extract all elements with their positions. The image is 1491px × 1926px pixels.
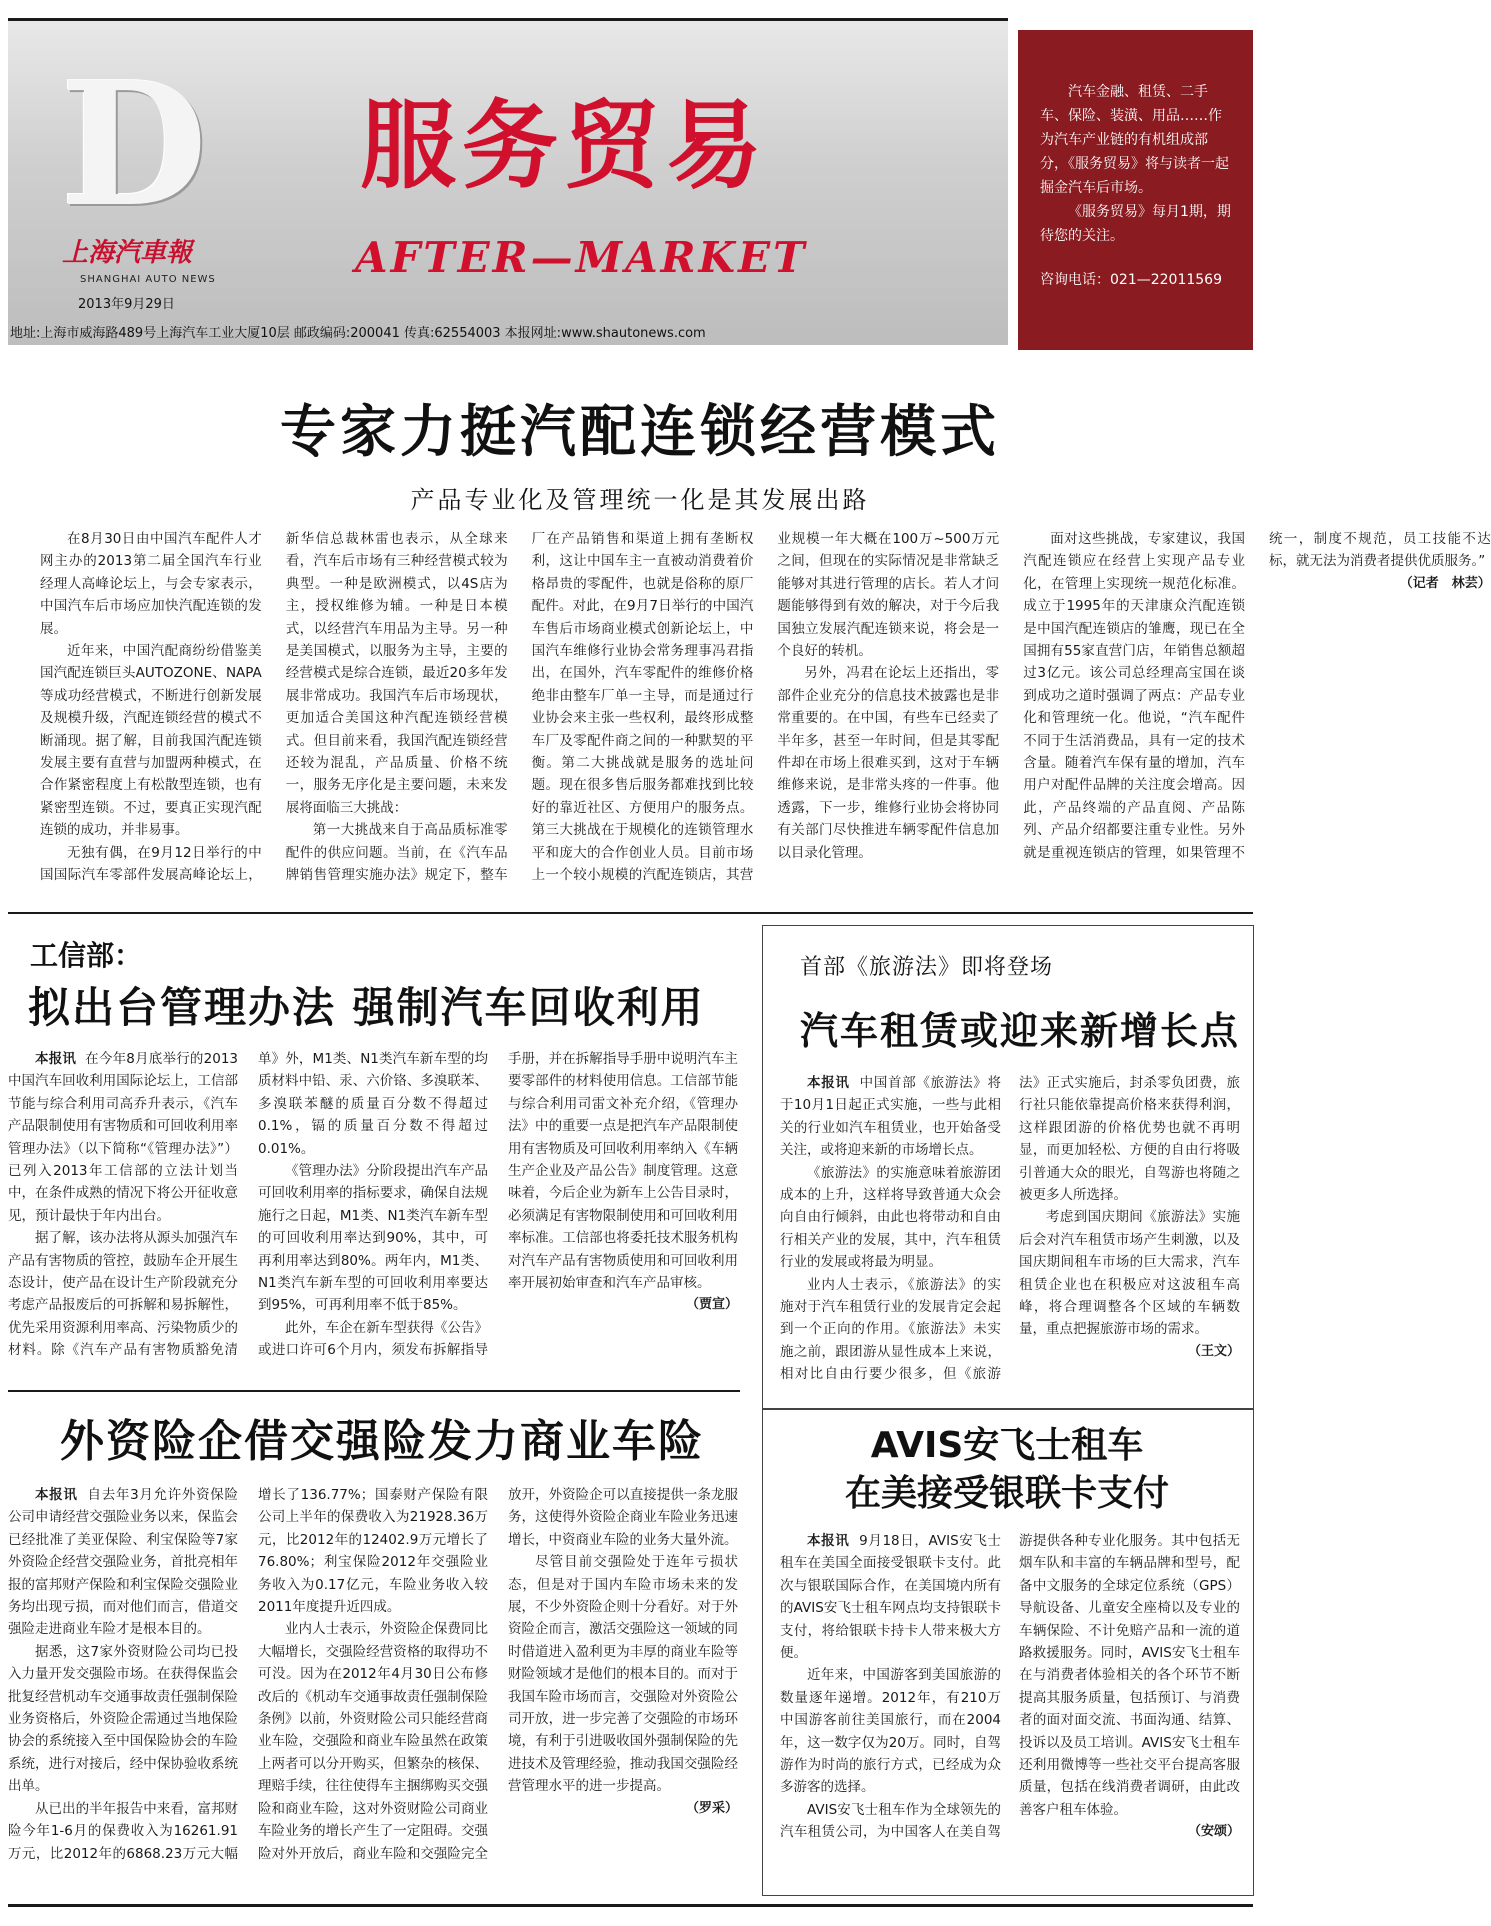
lead-para: 第一大挑战来自于高品质标准零配件的供应问题。当前，在《汽车品牌销售管理实施办法》规定下，整车厂在产品销售和渠道上拥有垄断权利，这让中国车主一直被动消费着价格昂贵的零配件，也就是俗称的原厂配件。对此，在9月7日举行的中国汽车售后市场商业模式创新论坛上，中国汽车维修行业协会常务理事冯君指出，在国外，汽车零配件的维修价格绝非由整车厂单一主导，而是通过行业协会来主张一些权利，最终形成整车厂及零配件商之间的一种默契的平衡。第二大挑战就是服务的选址问题。现在很多售后服务都难找到比较好的靠近社区、方便用户的服务点。第三大挑战在于规模化的连锁管理水平和庞大的合作创业人员。目前市场上一个较小规模的汽配连锁店，其营业规模一年大概在100万~500万元之间，但现在的实际情况是非常缺乏能够对其进行管理的店长。若人才问题能够得到有效的解决，对于今后我国独立发展汽配连锁来说，将会是一个良好的转机。 bbox=[285, 531, 1000, 884]
miit-para: 据了解，该办法将从源头加强汽车产品有害物质的管控，鼓励车企开展生态设计，使产品在设计生产阶段就充分考虑产品报废后的可拆解和易拆解性，优先采用资源利用率高、污染物质少的材料。除《汽车产品有害物质豁免清单》外，M1类、N1类汽车新车型的均质材料中铅、汞、六价铬、多溴联苯、多溴联苯醚的质量百分数不得超过0.1%，镉的质量百分数不得超过0.01%。 bbox=[8, 1051, 488, 1359]
insurance-lead-tag: 本报讯 bbox=[35, 1487, 78, 1503]
insurance-byline: （罗采） bbox=[685, 1800, 738, 1816]
lead-byline: （记者 林芸） bbox=[1399, 575, 1491, 591]
tourism-para: 《旅游法》的实施意味着旅游团成本的上升，这样将导致普通大众会向自由行倾斜，由此也将带动和自由行相关产业的发展，其中，汽车租赁行业的发展或将最为明显。 bbox=[780, 1164, 1001, 1271]
newspaper-logo: 上海汽車報 bbox=[62, 238, 193, 268]
avis-headline-line2: 在美接受银联卡支付 bbox=[844, 1473, 1169, 1514]
lead-para: 另外，冯君在论坛上还指出，零部件企业充分的信息技术披露也是非常重要的。在中国，有些车已经卖了半年多，甚至一年时间，但是其零配件却在市场上很难买到，这对于车辆维修来说，是非常头疼的一件事。他透露，下一步，维修行业协会将协同有关部门尽快推进车辆零配件信息加以目录化管理。 bbox=[777, 665, 1000, 861]
promo-box bbox=[1018, 30, 1253, 350]
tourism-kicker: 首部《旅游法》即将登场 bbox=[800, 955, 1054, 980]
avis-byline: （安颂） bbox=[1187, 1824, 1240, 1840]
lead-subhead: 产品专业化及管理统一化是其发展出路 bbox=[410, 486, 870, 514]
miit-para: 此外，车企在新车型获得《公告》或进口许可6个月内，须发布拆解指导手册，并在拆解指导手册中说明汽车主要零部件的材料使用信息。工信部节能与综合利用司雷文补充介绍，《管理办法》中的重要一点是把汽车产品限制使用有害物质及可回收利用率纳入《车辆生产企业及产品公告》制度管理。这意味着，今后企业为新车上公告目录时，必须满足有害物限制使用和可回收利用率标准。工信部也将委托技术服务机构对汽车产品有害物质使用和可回收利用率开展初始审查和汽车产品审核。 bbox=[258, 1051, 738, 1359]
avis-para: 近年来，中国游客到美国旅游的数量逐年递增。2012年，有210万中国游客前往美国旅行，而在2004年，这一数字仅为20万。同时，自驾游作为时尚的旅行方式，已经成为众多游客的选择。 bbox=[780, 1667, 1001, 1796]
insurance-para: 业内人士表示，外资险企保费同比大幅增长，交强险经营资格的取得功不可没。因为在2012年4月30日公布修改后的《机动车交通事故责任强制保险条例》以前，外资财险公司只能经营商业车险，交强险和商业车险虽然在政策上两者可以分开购买，但繁杂的核保、理赔手续，往往使得车主捆绑购买交强险和商业车险，这对外资财险公司商业车险业务的增长产生了一定阻碍。交强险对外开放后，商业车险和交强险完全放开，外资险企可以直接提供一条龙服务，这使得外资险企商业车险业务迅速增长，中资商业车险的业务大量外流。 bbox=[258, 1487, 738, 1862]
miit-byline: （贾宣） bbox=[685, 1297, 738, 1313]
tourism-article bbox=[780, 1072, 1240, 1400]
lead-para: 近年来，中国汽配商纷纷借鉴美国汽配连锁巨头AUTOZONE、NAPA等成功经营模式，不断进行创新发展及规模升级，汽配连锁经营的模式不断涌现。据了解，目前我国汽配连锁发展主要有直营与加盟两种模式，在合作紧密程度上有松散型连锁，也有紧密型连锁。不过，要真正实现汽配连锁的成功，并非易事。 bbox=[40, 643, 262, 839]
tourism-headline: 汽车租赁或迎来新增长点 bbox=[800, 1009, 1241, 1053]
page-bottom-rule bbox=[8, 1904, 1253, 1907]
miit-para: 《管理办法》分阶段提出汽车产品可回收利用率的指标要求，确保自法规施行之日起，M1类、N1类汽车新车型的可回收利用率达到90%，其中，可再利用率达到80%。两年内，M1类、N1类汽车新车型的可回收利用率要达到95%，可再利用率不低于85%。 bbox=[258, 1163, 488, 1314]
tourism-lead-tag: 本报讯 bbox=[807, 1075, 850, 1091]
lead-para: 在8月30日由中国汽车配件人才网主办的2013第二届全国汽车行业经理人高峰论坛上，与会专家表示，中国汽车后市场应加快汽配连锁的发展。 bbox=[40, 531, 262, 637]
tourism-para: 中国首部《旅游法》将于10月1日起正式实施，一些与此相关的行业如汽车租赁业，也开始备受关注，或将迎来新的市场增长点。 bbox=[780, 1075, 1001, 1159]
insurance-para: 据悉，这7家外资财险公司均已投入力量开发交强险市场。在获得保监会批复经营机动车交通事故责任强制保险业务资格后，外资险企需通过当地保险协会的系统接入至中国保险协会的车险系统，进行对接后，经中保协验收系统出单。 bbox=[8, 1643, 238, 1795]
address-line: 地址:上海市威海路489号上海汽车工业大厦10层 邮政编码:200041 传真:62554003 本报网址:www.shautonews.com bbox=[10, 326, 706, 341]
avis-para: 9月18日，AVIS安飞士租车在美国全面接受银联卡支付。此次与银联国际合作，在美国境内所有的AVIS安飞士租车网点均支持银联卡支付，将给银联卡持卡人带来极大方便。 bbox=[780, 1533, 1001, 1662]
section-title-en: AFTER—MARKET bbox=[355, 233, 808, 282]
insurance-headline: 外资险企借交强险发力商业车险 bbox=[60, 1416, 704, 1467]
lead-headline: 专家力挺汽配连锁经营模式 bbox=[280, 400, 1000, 465]
section-title-cn: 服务贸易 bbox=[360, 89, 768, 202]
promo-note: 《服务贸易》每月1期，期待您的关注。 bbox=[1040, 204, 1231, 244]
section-divider bbox=[8, 1390, 740, 1392]
avis-para: AVIS安飞士租车作为全球领先的汽车租赁公司，为中国客人在美自驾游提供各种专业化服务。其中包括无烟车队和丰富的车辆品牌和型号，配备中文服务的全球定位系统（GPS）导航设备、儿童安全座椅以及专业的车辆保险、不计免赔产品和一流的道路救援服务。同时，AVIS安飞士租车在与消费者体验相关的各个环节不断提高其服务质量，包括预订、与消费者的面对面交流、书面沟通、结算、投诉以及员工培训。AVIS安飞士租车还利用微博等一些社交平台提高客服质量，包括在线消费者调研，由此改善客户租车体验。 bbox=[780, 1533, 1240, 1841]
avis-lead-tag: 本报讯 bbox=[807, 1533, 850, 1549]
masthead-top-rule bbox=[8, 18, 1008, 21]
lead-para: 无独有偶，在9月12日举行的中国国际汽车零部件发展高峰论坛上，新华信总裁林雷也表示，从全球来看，汽车后市场有三种经营模式较为典型。一种是欧洲模式，以4S店为主，授权维修为辅。一种是日本模式，以经营汽车用品为主导。另一种是美国模式，以服务为主导，主要的经营模式是综合连锁，最近20多年发展非常成功。我国汽车后市场现状，更加适合美国这种汽配连锁经营模式。但目前来看，我国汽配连锁经营还较为混乱，产品质量、价格不统一，服务无序化是主要问题，未来发展将面临三大挑战： bbox=[40, 531, 508, 884]
issue-date: 2013年9月29日 bbox=[78, 297, 175, 312]
avis-article bbox=[780, 1530, 1240, 1885]
promo-phone: 咨询电话：021—22011569 bbox=[1040, 272, 1222, 288]
avis-headline bbox=[762, 1422, 1252, 1518]
miit-para: 在今年8月底举行的2013中国汽车回收利用国际论坛上，工信部节能与综合利用司高乔升表示，《汽车产品限制使用有害物质和可回收利用率管理办法》（以下简称“《管理办法》”）已列入2013年工信部的立法计划当中，在条件成熟的情况下将公开征收意见，预计最快于年内出台。 bbox=[8, 1051, 238, 1224]
section-divider bbox=[8, 912, 1253, 914]
tourism-byline: （王文） bbox=[1187, 1343, 1240, 1359]
lead-article bbox=[40, 528, 1491, 908]
lead-para: 面对这些挑战，专家建议，我国汽配连锁应在经营上实现产品专业化，在管理上实现统一规范化标准。成立于1995年的天津康众汽配连锁是中国汽配连锁店的雏鹰，现已在全国拥有55家直营门店，年销售总额超过3亿元。该公司总经理高宝国在谈到成功之道时强调了两点：产品专业化和管理统一化。他说，“汽车配件不同于生活消费品，具有一定的技术含量。随着汽车保有量的增加，汽车用户对配件品牌的关注度会增高。因此，产品终端的产品直阅、产品陈列、产品介绍都要注重专业性。另外就是重视连锁店的管理，如果管理不统一，制度不规范，员工技能不达标，就无法为消费者提供优质服务。” bbox=[1023, 531, 1491, 861]
miit-article bbox=[8, 1048, 738, 1368]
miit-headline: 拟出台管理办法 强制汽车回收利用 bbox=[28, 983, 705, 1032]
insurance-para: 从已出的半年报告中来看，富邦财险今年1-6月的保费收入为16261.91万元，比2012年的6868.23万元大幅增长了136.77%；国泰财产保险有限公司上半年的保费收入为21928.36万元，比2012年的12402.9万元增长了76.80%；利宝保险2012年交强险业务收入为0.17亿元，车险业务收入较2011年度提升近四成。 bbox=[8, 1487, 488, 1862]
newspaper-logo-en: SHANGHAI AUTO NEWS bbox=[80, 274, 216, 285]
insurance-para: 尽管目前交强险处于连年亏损状态，但是对于国内车险市场未来的发展，不少外资险企则十分看好。对于外资险企而言，激活交强险这一领域的同时借道进入盈利更为丰厚的商业车险等财险领域才是他们的根本目的。而对于我国车险市场而言，交强险对外资险公司开放，进一步完善了交强险的市场环境，有利于引进吸收国外强制保险的先进技术及管理经验，推动我国交强险经营管理水平的进一步提高。 bbox=[508, 1554, 738, 1795]
section-letter: D bbox=[60, 45, 208, 245]
insurance-article bbox=[8, 1484, 738, 1892]
tourism-para: 考虑到国庆期间《旅游法》实施后会对汽车租赁市场产生刺激，以及国庆期间租车市场的巨大需求，汽车租赁企业也在积极应对这波租车高峰，将合理调整各个区域的车辆数量，重点把握旅游市场的需求。 bbox=[1019, 1209, 1240, 1338]
tourism-para: 业内人士表示，《旅游法》的实施对于汽车租赁行业的发展肯定会起到一个正向的作用。《旅游法》未实施之前，跟团游从显性成本上来说，相对比自由行要少很多，但《旅游法》正式实施后，封杀零负团费，旅行社只能依靠提高价格来获得利润，这样跟团游的价格优势也就不再明显，而更加轻松、方便的自由行将吸引普通大众的眼光，自驾游也将随之被更多人所选择。 bbox=[780, 1075, 1240, 1383]
promo-text: 汽车金融、租赁、二手车、保险、装潢、用品……作为汽车产业链的有机组成部分，《服务贸易》将与读者一起掘金汽车后市场。 bbox=[1040, 84, 1229, 196]
miit-lead-tag: 本报讯 bbox=[35, 1051, 77, 1067]
insurance-para: 自去年3月允许外资保险公司申请经营交强险业务以来，保监会已经批准了美亚保险、利宝保险等7家外资险企经营交强险业务，首批亮相年报的富邦财产保险和利宝保险交强险业务均出现亏损，而对他们而言，借道交强险走进商业车险才是根本目的。 bbox=[8, 1487, 238, 1638]
miit-kicker: 工信部： bbox=[30, 939, 143, 972]
avis-headline-line1: AVIS安飞士租车 bbox=[870, 1425, 1144, 1466]
